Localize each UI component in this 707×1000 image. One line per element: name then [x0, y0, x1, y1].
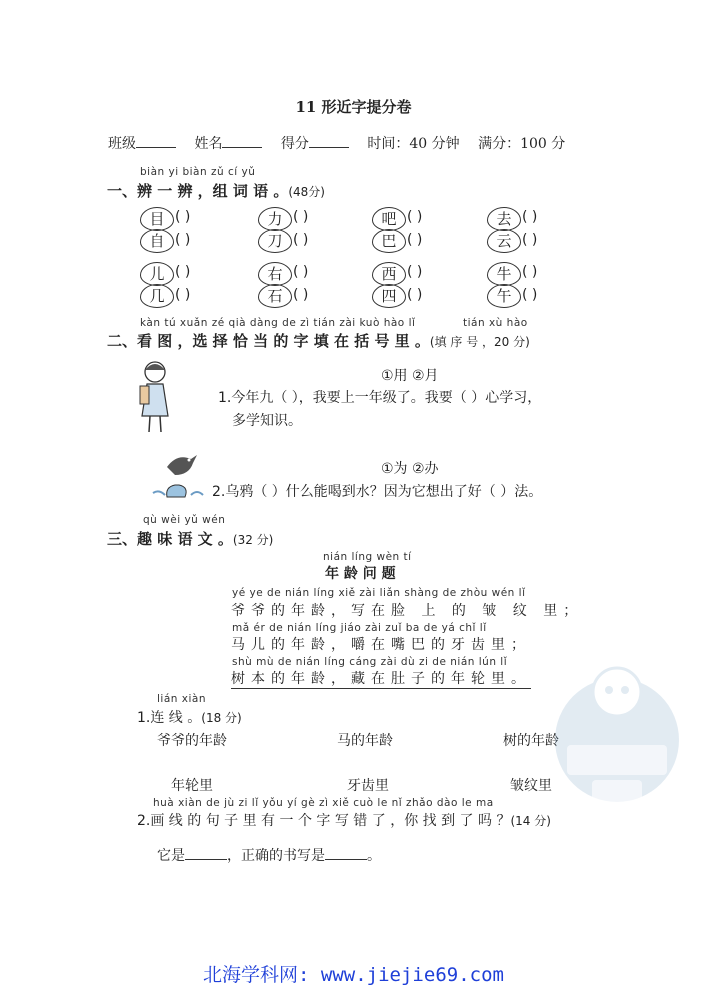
word-answer-paren[interactable]: ( ) [522, 209, 538, 225]
q2-text: 2.乌鸦（ ）什么能喝到水？因为它想出了好（ ）法。 [212, 484, 543, 500]
s2-pinyin-note: tián xù hào [463, 317, 528, 329]
class-blank[interactable] [136, 135, 176, 148]
word-answer-paren[interactable]: ( ) [407, 264, 423, 280]
word-answer-paren[interactable]: ( ) [175, 287, 191, 303]
poem-line-3-underlined: 树本的年龄，藏在肚子的年轮里。 [231, 668, 531, 689]
word-answer-paren[interactable]: ( ) [175, 209, 191, 225]
leaf-char-bottom: 石 [258, 284, 292, 308]
word-answer-paren[interactable]: ( ) [407, 287, 423, 303]
time-info: 时间：40 分钟 [367, 136, 460, 152]
word-answer-paren[interactable]: ( ) [522, 232, 538, 248]
poem-line-1: 爷爷的年龄，写在脸 上 的 皱 纹 里； [231, 603, 584, 619]
leaf-char-bottom: 午 [487, 284, 521, 308]
student-info-line [108, 133, 579, 153]
s1-pinyin: biàn yi biàn zǔ cí yǔ [140, 166, 256, 178]
word-answer-paren[interactable]: ( ) [522, 287, 538, 303]
leaf-char-bottom: 四 [372, 284, 406, 308]
score-blank[interactable] [309, 135, 349, 148]
poem-line-2-pinyin: mǎ ér de nián líng jiáo zài zuǐ ba de yá chǐ lǐ [232, 622, 487, 634]
leaf-char-top: 儿 [140, 262, 174, 286]
word-answer-paren[interactable]: ( ) [407, 209, 423, 225]
leaf-char-top: 目 [140, 207, 174, 231]
leaf-char-top: 西 [372, 262, 406, 286]
poem-title: 年 龄 问 题 [325, 566, 396, 582]
leaf-char-top: 右 [258, 262, 292, 286]
match-right-1[interactable]: 年轮里 [171, 778, 213, 794]
match-left-3[interactable]: 树的年龄 [503, 733, 559, 749]
q3-2-pinyin: huà xiàn de jù zi lǐ yǒu yí gè zì xiě cuò le nǐ zhǎo dào le ma [153, 797, 494, 809]
match-left-1[interactable]: 爷爷的年龄 [157, 733, 227, 749]
watermark-logo [547, 650, 687, 820]
q1-text-2: 多学知识。 [232, 413, 302, 429]
answer-line: 它是 ，正确的书写是 。 [157, 848, 381, 864]
s3-pinyin: qù wèi yǔ wén [143, 514, 226, 526]
word-answer-paren[interactable]: ( ) [293, 287, 309, 303]
leaf-char-bottom: 巴 [372, 229, 406, 253]
q1-text: 1.今年九（ ），我要上一年级了。我要（ ）心学习， [218, 390, 542, 406]
q3-1-heading: 1.连 线 。(18 分) [137, 710, 242, 726]
s2-heading: 二、看 图 ，选 择 恰 当 的 字 填 在 括 号 里 。(填 序 号 ，20 分) [107, 332, 530, 350]
footer-site-link[interactable]: 北海学科网: www.jiejie69.com [203, 964, 504, 986]
s1-heading: 一、辨 一 辨 ，组 词 语 。(48分) [107, 182, 325, 200]
name-label: 姓名 [194, 136, 223, 152]
word-answer-paren[interactable]: ( ) [293, 232, 309, 248]
leaf-char-bottom: 自 [140, 229, 174, 253]
wrong-char-blank[interactable] [185, 847, 227, 860]
word-answer-paren[interactable]: ( ) [293, 209, 309, 225]
class-label: 班级 [108, 136, 136, 152]
word-answer-paren[interactable]: ( ) [293, 264, 309, 280]
q2-options: ①为 ②办 [381, 461, 439, 477]
leaf-char-bottom: 刀 [258, 229, 292, 253]
match-left-2[interactable]: 马的年龄 [337, 733, 393, 749]
word-answer-paren[interactable]: ( ) [522, 264, 538, 280]
leaf-char-bottom: 几 [140, 284, 174, 308]
full-score-info: 满分：100 分 [478, 136, 566, 152]
match-right-2[interactable]: 牙齿里 [347, 778, 389, 794]
poem-line-3-pinyin: shù mù de nián líng cáng zài dù zi de nián lún lǐ [232, 656, 508, 668]
word-answer-paren[interactable]: ( ) [175, 264, 191, 280]
s2-pinyin: kàn tú xuǎn zé qià dàng de zì tián zài kuò hào lǐ [140, 317, 416, 329]
poem-title-pinyin: nián líng wèn tí [323, 551, 412, 563]
word-answer-paren[interactable]: ( ) [407, 232, 423, 248]
word-answer-paren[interactable]: ( ) [175, 232, 191, 248]
match-right-3[interactable]: 皱纹里 [510, 778, 552, 794]
leaf-char-bottom: 云 [487, 229, 521, 253]
name-blank[interactable] [222, 135, 262, 148]
leaf-char-top: 吧 [372, 207, 406, 231]
schoolgirl-illustration [130, 358, 180, 438]
poem-line-1-pinyin: yé ye de nián líng xiě zài liǎn shàng de zhòu wén lǐ [232, 587, 526, 599]
s3-heading: 三、趣 味 语 文 。(32 分) [107, 530, 274, 548]
score-label: 得分 [280, 136, 309, 152]
q1-options: ①用 ②月 [381, 368, 439, 384]
leaf-char-top: 力 [258, 207, 292, 231]
q3-1-pinyin: lián xiàn [157, 693, 206, 705]
page-title: 11 形近字提分卷 [295, 98, 412, 116]
q3-2-heading: 2.画 线 的 句 子 里 有 一 个 字 写 错 了 ，你 找 到 了 吗 ？(14 分) [137, 813, 551, 829]
leaf-char-top: 牛 [487, 262, 521, 286]
correct-char-blank[interactable] [325, 847, 367, 860]
crow-pitcher-illustration [145, 445, 210, 503]
poem-line-2: 马儿的年龄，嚼在嘴巴的牙齿里； [231, 637, 531, 653]
leaf-char-top: 去 [487, 207, 521, 231]
